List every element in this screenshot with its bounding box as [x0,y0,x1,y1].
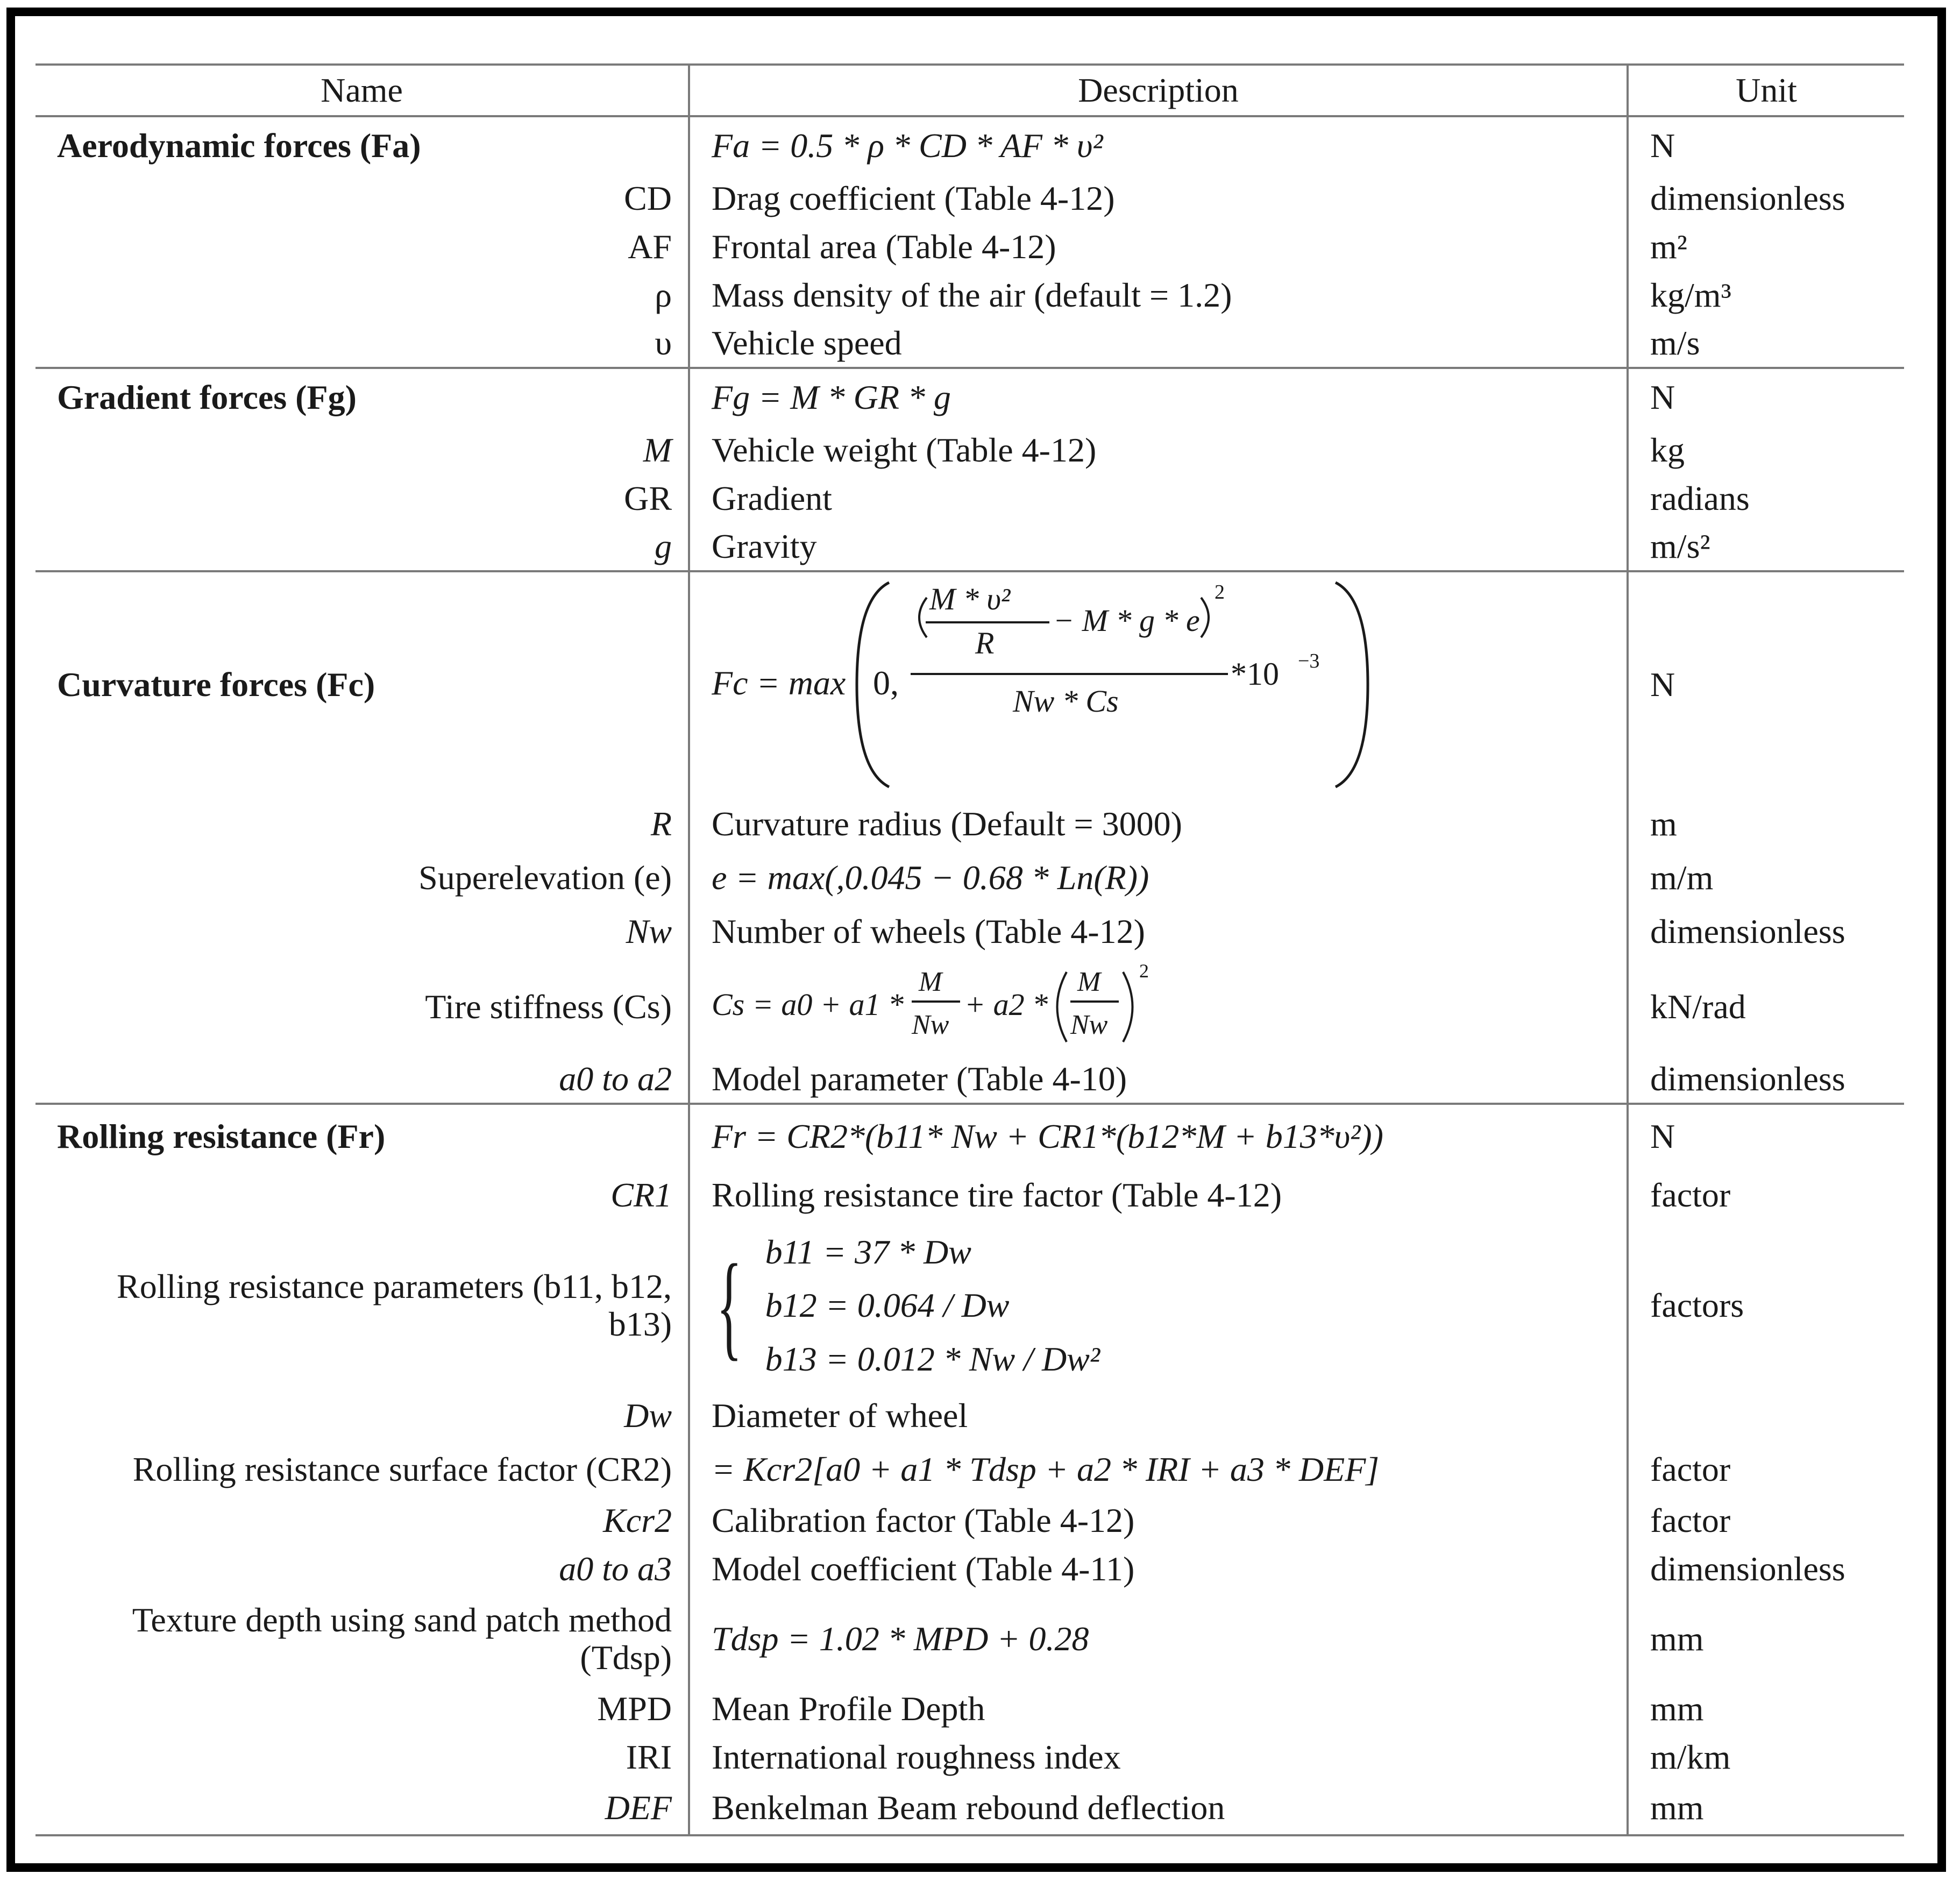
fc-factor: *10 [1231,656,1279,692]
row-name: ρ [35,271,689,320]
case-line: b12 = 0.064 / Dw [765,1286,1010,1325]
row-unit: factors [1650,1286,1744,1324]
row-description: Mean Profile Depth [689,1685,1628,1733]
row-name: M [35,426,689,474]
row-description [689,959,1628,1055]
row-name: IRI [35,1733,689,1781]
row-name: CD [35,174,689,223]
table-row [35,271,1904,320]
row-unit: factor [1650,1175,1731,1214]
cs-den-1: Nw [912,1010,949,1040]
row-name: R [35,797,689,851]
row-unit: radians [1650,479,1750,517]
row-description: Diameter of wheel [689,1389,1628,1443]
row-description: Curvature radius (Default = 3000) [689,797,1628,851]
row-unit: dimensionless [1650,912,1845,950]
row-unit: N [1628,1104,1904,1168]
case-line: b11 = 37 * Dw [765,1233,971,1272]
row-unit: mm [1650,1619,1704,1658]
row-description: Number of wheels (Table 4-12) [689,905,1628,959]
table-row [35,1733,1904,1781]
table-row [35,959,1904,1055]
table-row [35,426,1904,474]
parameter-table [35,63,1904,1836]
row-unit: m/m [1650,858,1714,897]
cs-lhs: Cs = a0 + a1 * [712,987,904,1022]
row-name: AF [35,223,689,271]
curvature-formula [712,577,1465,792]
row-unit: N [1628,571,1904,797]
parameter-cases [712,1225,1610,1386]
row-name: Superelevation (e) [35,851,689,905]
cs-num-2: M [1077,967,1101,997]
case-line: b13 = 0.012 * Nw / Dw² [765,1339,1100,1378]
cs-left-paren [1057,972,1067,1042]
row-unit: mm [1628,1781,1904,1835]
row-description: Rolling resistance tire factor (Table 4-12) [689,1168,1628,1222]
row-name: g [35,523,689,571]
row-unit: m/s [1650,323,1700,362]
row-description: e = max(,0.045 − 0.68 * Ln(R)) [689,851,1628,905]
cs-pow: 2 [1139,961,1149,982]
cs-num-1: M [919,967,942,997]
table-row [35,1443,1904,1496]
row-description [689,571,1628,797]
row-unit: dimensionless [1650,1549,1845,1588]
table-row [35,1781,1904,1835]
table-header-row [35,65,1904,116]
fc-exp: −3 [1298,650,1320,672]
fc-num-den: R [975,626,995,661]
row-name: Curvature forces (Fc) [35,571,689,797]
left-brace-icon: { [716,1240,742,1371]
row-unit [1628,1389,1904,1443]
row-description: Vehicle weight (Table 4-12) [689,426,1628,474]
row-unit: N [1628,368,1904,426]
row-name: a0 to a3 [35,1545,689,1593]
row-unit: mm [1650,1689,1704,1728]
row-name: Rolling resistance surface factor (CR2) [35,1443,689,1496]
fc-num-a: M * υ² [929,581,1011,616]
row-description: Drag coefficient (Table 4-12) [689,174,1628,223]
tire-stiffness-formula [712,961,1249,1053]
header-description: Description [689,65,1628,116]
table-row [35,851,1904,905]
row-name: DEF [35,1781,689,1835]
row-name: υ [35,320,689,368]
table-row [35,1593,1904,1685]
row-description: Calibration factor (Table 4-12) [689,1496,1628,1545]
table-row [35,797,1904,851]
row-description: Model parameter (Table 4-10) [689,1055,1628,1104]
row-description: Fr = CR2*(b11* Nw + CR1*(b12*M + b13*υ²)) [689,1104,1628,1168]
table-row [35,1104,1904,1168]
row-unit: kg/m³ [1650,275,1731,314]
cs-right-paren [1123,972,1133,1042]
table-row [35,1055,1904,1104]
row-name: Kcr2 [35,1496,689,1545]
row-description: Fa = 0.5 * ρ * CD * AF * υ² [689,116,1628,174]
row-name: GR [35,474,689,523]
row-name: Texture depth using sand patch method (Tdsp) [35,1593,689,1685]
row-name: MPD [35,1685,689,1733]
row-name: Rolling resistance parameters (b11, b12, b13) [35,1222,689,1389]
fc-pow: 2 [1215,581,1225,604]
table-row [35,1685,1904,1733]
row-name: Rolling resistance (Fr) [35,1104,689,1168]
table-row [35,571,1904,797]
table-row [35,1389,1904,1443]
fc-lhs: Fc = max [712,664,846,702]
table-row [35,368,1904,426]
row-name: Nw [35,905,689,959]
header-unit: Unit [1628,65,1904,116]
table-row [35,1545,1904,1593]
row-unit: N [1628,116,1904,174]
fc-num-b: − M * g * e [1053,603,1200,638]
row-unit: m² [1650,227,1687,266]
table-row [35,1168,1904,1222]
row-unit: kg [1650,430,1685,469]
row-description: Fg = M * GR * g [689,368,1628,426]
row-description: Benkelman Beam rebound deflection [689,1781,1628,1835]
row-unit: kN/rad [1650,987,1746,1026]
row-description: Model coefficient (Table 4-11) [689,1545,1628,1593]
row-name: Tire stiffness (Cs) [35,959,689,1055]
table-row [35,320,1904,368]
row-unit: m/s² [1650,527,1710,565]
header-name: Name [35,65,689,116]
table-row [35,523,1904,571]
row-description: Frontal area (Table 4-12) [689,223,1628,271]
row-description [689,1222,1628,1389]
fc-zero: 0, [873,664,899,702]
big-right-paren [1336,583,1368,787]
row-description: International roughness index [689,1733,1628,1781]
row-name: a0 to a2 [35,1055,689,1104]
table-row [35,474,1904,523]
table-row [35,1496,1904,1545]
row-description: Gradient [689,474,1628,523]
table-row [35,174,1904,223]
row-name: Aerodynamic forces (Fa) [35,116,689,174]
row-description: Gravity [689,523,1628,571]
cs-mid: + a2 * [964,987,1048,1022]
row-description: Tdsp = 1.02 * MPD + 0.28 [689,1593,1628,1685]
table-row [35,905,1904,959]
inner-left-paren [919,598,927,637]
row-name: Dw [35,1389,689,1443]
row-unit: dimensionless [1650,1059,1845,1098]
row-unit: factor [1650,1501,1731,1539]
row-unit: m/km [1650,1737,1731,1776]
fc-den: Nw * Cs [1013,684,1119,719]
table-row [35,223,1904,271]
row-name: CR1 [35,1168,689,1222]
cs-den-2: Nw [1070,1010,1108,1040]
row-description: Vehicle speed [689,320,1628,368]
row-unit: dimensionless [1650,179,1845,217]
row-unit: m [1650,804,1677,843]
row-description: Mass density of the air (default = 1.2) [689,271,1628,320]
table-row [35,1222,1904,1389]
row-unit: factor [1650,1450,1731,1488]
row-description: = Kcr2[a0 + a1 * Tdsp + a2 * IRI + a3 * DEF] [689,1443,1628,1496]
table-row [35,116,1904,174]
inner-right-paren [1201,598,1209,637]
row-name: Gradient forces (Fg) [35,368,689,426]
